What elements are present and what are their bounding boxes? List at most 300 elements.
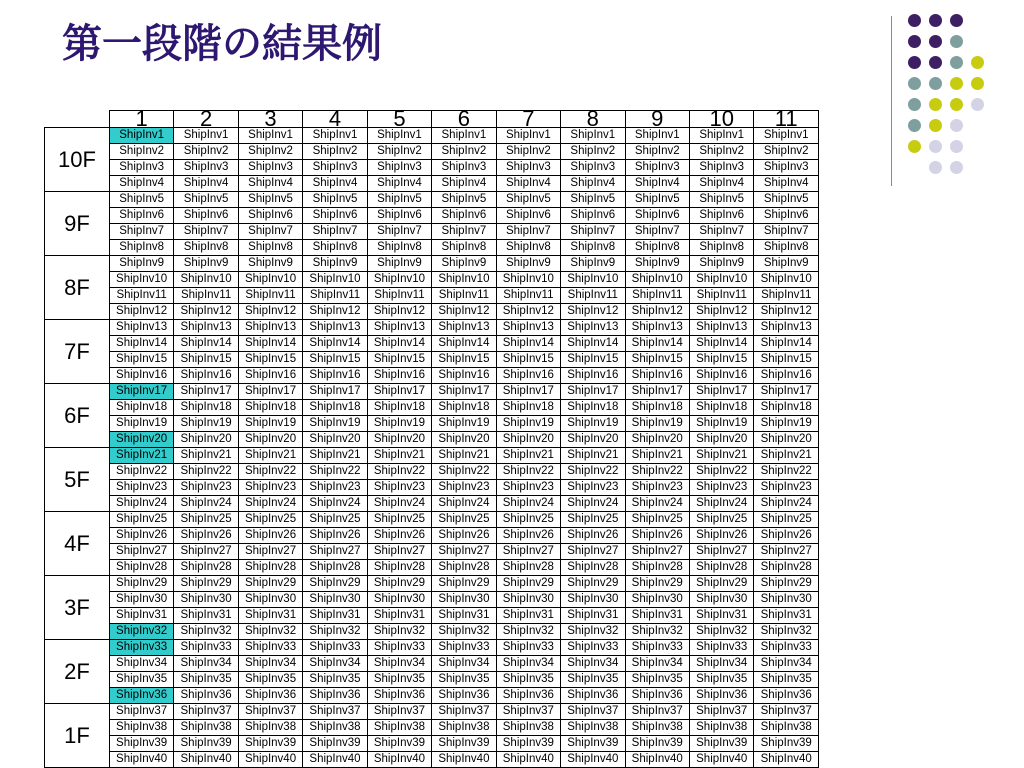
table-cell: ShipInv35: [303, 672, 367, 688]
table-cell: ShipInv29: [625, 576, 689, 592]
table-cell: ShipInv7: [754, 224, 819, 240]
table-cell: ShipInv28: [561, 560, 625, 576]
table-cell: ShipInv25: [109, 512, 173, 528]
table-cell: ShipInv9: [625, 256, 689, 272]
table-cell: ShipInv39: [303, 736, 367, 752]
table-cell: ShipInv21: [561, 448, 625, 464]
table-cell: ShipInv9: [109, 256, 173, 272]
table-cell: ShipInv6: [174, 208, 238, 224]
decorative-dot: [929, 119, 942, 132]
table-cell: ShipInv37: [432, 704, 496, 720]
table-row: [45, 496, 819, 512]
decorative-dot: [929, 56, 942, 69]
table-cell: ShipInv31: [109, 608, 173, 624]
table-cell: ShipInv37: [754, 704, 819, 720]
table-cell: ShipInv3: [303, 160, 367, 176]
table-cell: ShipInv8: [754, 240, 819, 256]
table-cell: ShipInv19: [561, 416, 625, 432]
table-cell: ShipInv26: [238, 528, 302, 544]
table-cell: ShipInv3: [367, 160, 431, 176]
table-cell: ShipInv24: [754, 496, 819, 512]
decorative-dot: [908, 98, 921, 111]
table-cell: ShipInv31: [561, 608, 625, 624]
table-cell: ShipInv16: [303, 368, 367, 384]
table-cell: ShipInv32: [496, 624, 560, 640]
table-cell: ShipInv33: [303, 640, 367, 656]
table-cell: ShipInv14: [174, 336, 238, 352]
table-row: [45, 624, 819, 640]
table-cell: ShipInv36: [625, 688, 689, 704]
table-cell: ShipInv16: [174, 368, 238, 384]
table-cell: ShipInv24: [625, 496, 689, 512]
table-cell: ShipInv21: [367, 448, 431, 464]
table-cell: ShipInv40: [561, 752, 625, 768]
table-cell: ShipInv28: [689, 560, 753, 576]
table-cell: ShipInv36: [689, 688, 753, 704]
table-cell: ShipInv27: [238, 544, 302, 560]
table-cell: ShipInv10: [561, 272, 625, 288]
table-cell: ShipInv40: [754, 752, 819, 768]
table-cell: ShipInv21: [238, 448, 302, 464]
table-row: [45, 320, 819, 336]
table-cell: ShipInv22: [367, 464, 431, 480]
table-cell: ShipInv6: [109, 208, 173, 224]
table-row: [45, 368, 819, 384]
table-cell: ShipInv35: [174, 672, 238, 688]
table-cell: ShipInv18: [174, 400, 238, 416]
table-cell: ShipInv30: [432, 592, 496, 608]
column-header: 7: [496, 111, 560, 128]
table-cell: ShipInv22: [238, 464, 302, 480]
table-cell: ShipInv40: [303, 752, 367, 768]
floor-label: 10F: [45, 128, 110, 192]
table-cell: ShipInv22: [689, 464, 753, 480]
table-cell: ShipInv3: [174, 160, 238, 176]
table-cell: ShipInv8: [303, 240, 367, 256]
table-cell: ShipInv28: [625, 560, 689, 576]
table-cell: ShipInv34: [238, 656, 302, 672]
table-cell: ShipInv18: [432, 400, 496, 416]
table-cell: ShipInv11: [367, 288, 431, 304]
table-cell: ShipInv5: [432, 192, 496, 208]
table-cell: ShipInv34: [496, 656, 560, 672]
decorative-dot: [971, 77, 984, 90]
table-cell: ShipInv24: [689, 496, 753, 512]
table-cell: ShipInv31: [754, 608, 819, 624]
table-cell: ShipInv29: [109, 576, 173, 592]
table-cell: ShipInv24: [367, 496, 431, 512]
table-cell: ShipInv14: [754, 336, 819, 352]
table-cell: ShipInv1: [174, 128, 238, 144]
table-row: [45, 208, 819, 224]
table-row: [45, 704, 819, 720]
table-cell: ShipInv23: [689, 480, 753, 496]
table-cell: ShipInv23: [367, 480, 431, 496]
table-cell: ShipInv14: [367, 336, 431, 352]
table-cell: ShipInv19: [754, 416, 819, 432]
table-cell: ShipInv20: [367, 432, 431, 448]
table-cell: ShipInv10: [109, 272, 173, 288]
table-cell: ShipInv40: [174, 752, 238, 768]
table-cell: ShipInv33: [109, 640, 173, 656]
table-cell: ShipInv36: [174, 688, 238, 704]
table-cell: ShipInv14: [109, 336, 173, 352]
decorative-dot: [950, 140, 963, 153]
table-cell: ShipInv38: [109, 720, 173, 736]
table-cell: ShipInv35: [561, 672, 625, 688]
table-cell: ShipInv9: [367, 256, 431, 272]
table-cell: ShipInv17: [303, 384, 367, 400]
table-cell: ShipInv40: [432, 752, 496, 768]
table-cell: ShipInv37: [496, 704, 560, 720]
table-cell: ShipInv1: [625, 128, 689, 144]
table-cell: ShipInv7: [689, 224, 753, 240]
table-cell: ShipInv2: [174, 144, 238, 160]
table-cell: ShipInv27: [174, 544, 238, 560]
table-row: [45, 672, 819, 688]
table-cell: ShipInv13: [561, 320, 625, 336]
table-cell: ShipInv26: [367, 528, 431, 544]
table-cell: ShipInv39: [754, 736, 819, 752]
table-cell: ShipInv24: [109, 496, 173, 512]
table-cell: ShipInv4: [689, 176, 753, 192]
decorative-dot: [950, 14, 963, 27]
table-cell: ShipInv12: [303, 304, 367, 320]
table-cell: ShipInv18: [238, 400, 302, 416]
table-cell: ShipInv31: [303, 608, 367, 624]
table-cell: ShipInv9: [238, 256, 302, 272]
table-cell: ShipInv29: [754, 576, 819, 592]
table-cell: ShipInv32: [109, 624, 173, 640]
decorative-dot: [929, 98, 942, 111]
table-cell: ShipInv35: [109, 672, 173, 688]
table-cell: ShipInv12: [689, 304, 753, 320]
table-row: [45, 608, 819, 624]
table-cell: ShipInv16: [109, 368, 173, 384]
table-cell: ShipInv11: [303, 288, 367, 304]
table-cell: ShipInv9: [496, 256, 560, 272]
table-cell: ShipInv8: [109, 240, 173, 256]
table-cell: ShipInv35: [625, 672, 689, 688]
table-cell: ShipInv8: [367, 240, 431, 256]
table-cell: ShipInv25: [367, 512, 431, 528]
table-cell: ShipInv4: [238, 176, 302, 192]
table-cell: ShipInv26: [432, 528, 496, 544]
table-cell: ShipInv17: [561, 384, 625, 400]
table-cell: ShipInv22: [561, 464, 625, 480]
result-table: [44, 110, 819, 768]
table-cell: ShipInv39: [561, 736, 625, 752]
decorative-dot: [950, 161, 963, 174]
result-grid-table: [44, 110, 819, 768]
table-row: [45, 160, 819, 176]
table-cell: ShipInv12: [561, 304, 625, 320]
table-cell: ShipInv24: [496, 496, 560, 512]
table-cell: ShipInv13: [689, 320, 753, 336]
table-cell: ShipInv5: [496, 192, 560, 208]
table-cell: ShipInv35: [689, 672, 753, 688]
table-cell: ShipInv30: [367, 592, 431, 608]
table-cell: ShipInv21: [303, 448, 367, 464]
table-cell: ShipInv14: [625, 336, 689, 352]
column-header: 4: [303, 111, 367, 128]
table-row: [45, 640, 819, 656]
table-cell: ShipInv7: [561, 224, 625, 240]
table-cell: ShipInv35: [754, 672, 819, 688]
table-cell: ShipInv4: [625, 176, 689, 192]
table-cell: ShipInv17: [367, 384, 431, 400]
table-cell: ShipInv35: [367, 672, 431, 688]
table-cell: ShipInv9: [754, 256, 819, 272]
table-cell: ShipInv19: [109, 416, 173, 432]
column-header: 11: [754, 111, 819, 128]
table-cell: ShipInv1: [367, 128, 431, 144]
table-cell: ShipInv2: [303, 144, 367, 160]
table-cell: ShipInv29: [496, 576, 560, 592]
table-cell: ShipInv14: [561, 336, 625, 352]
decorative-dot: [908, 14, 921, 27]
table-cell: ShipInv19: [238, 416, 302, 432]
table-cell: ShipInv8: [496, 240, 560, 256]
decorative-dot: [950, 56, 963, 69]
table-row: [45, 192, 819, 208]
table-cell: ShipInv4: [754, 176, 819, 192]
table-cell: ShipInv22: [174, 464, 238, 480]
table-cell: ShipInv37: [625, 704, 689, 720]
table-cell: ShipInv28: [367, 560, 431, 576]
table-cell: ShipInv40: [238, 752, 302, 768]
table-cell: ShipInv16: [367, 368, 431, 384]
decorative-dot: [908, 56, 921, 69]
floor-label: 7F: [45, 320, 110, 384]
table-cell: ShipInv15: [238, 352, 302, 368]
table-cell: ShipInv39: [689, 736, 753, 752]
column-header: 10: [689, 111, 753, 128]
table-cell: ShipInv23: [174, 480, 238, 496]
table-cell: ShipInv6: [238, 208, 302, 224]
table-row: [45, 176, 819, 192]
table-row: [45, 384, 819, 400]
table-cell: ShipInv26: [496, 528, 560, 544]
table-cell: ShipInv36: [238, 688, 302, 704]
table-cell: ShipInv40: [689, 752, 753, 768]
table-cell: ShipInv2: [625, 144, 689, 160]
table-cell: ShipInv18: [496, 400, 560, 416]
table-cell: ShipInv10: [432, 272, 496, 288]
table-cell: ShipInv6: [754, 208, 819, 224]
table-cell: ShipInv31: [432, 608, 496, 624]
table-cell: ShipInv19: [174, 416, 238, 432]
table-cell: ShipInv4: [561, 176, 625, 192]
table-cell: ShipInv9: [561, 256, 625, 272]
table-cell: ShipInv24: [303, 496, 367, 512]
table-cell: ShipInv12: [625, 304, 689, 320]
table-cell: ShipInv27: [496, 544, 560, 560]
table-row: [45, 688, 819, 704]
table-cell: ShipInv7: [109, 224, 173, 240]
table-cell: ShipInv1: [238, 128, 302, 144]
table-cell: ShipInv6: [432, 208, 496, 224]
table-cell: ShipInv38: [689, 720, 753, 736]
table-cell: ShipInv2: [689, 144, 753, 160]
table-cell: ShipInv32: [561, 624, 625, 640]
table-cell: ShipInv26: [109, 528, 173, 544]
table-cell: ShipInv15: [174, 352, 238, 368]
table-cell: ShipInv14: [689, 336, 753, 352]
floor-label: 8F: [45, 256, 110, 320]
table-cell: ShipInv38: [625, 720, 689, 736]
decorative-dot: [929, 14, 942, 27]
table-cell: ShipInv20: [174, 432, 238, 448]
table-cell: ShipInv14: [496, 336, 560, 352]
table-cell: ShipInv34: [432, 656, 496, 672]
table-row: [45, 416, 819, 432]
table-cell: ShipInv18: [109, 400, 173, 416]
floor-label: 9F: [45, 192, 110, 256]
table-cell: ShipInv32: [238, 624, 302, 640]
table-cell: ShipInv40: [496, 752, 560, 768]
table-cell: ShipInv33: [496, 640, 560, 656]
table-row: [45, 272, 819, 288]
table-cell: ShipInv21: [109, 448, 173, 464]
table-cell: ShipInv31: [174, 608, 238, 624]
table-cell: ShipInv29: [367, 576, 431, 592]
table-cell: ShipInv32: [367, 624, 431, 640]
table-cell: ShipInv15: [754, 352, 819, 368]
table-cell: ShipInv19: [303, 416, 367, 432]
table-row: [45, 656, 819, 672]
table-cell: ShipInv30: [174, 592, 238, 608]
table-row: [45, 240, 819, 256]
table-cell: ShipInv23: [625, 480, 689, 496]
table-cell: ShipInv7: [367, 224, 431, 240]
table-cell: ShipInv17: [689, 384, 753, 400]
table-row: [45, 464, 819, 480]
table-row: [45, 288, 819, 304]
table-cell: ShipInv6: [689, 208, 753, 224]
table-cell: ShipInv13: [432, 320, 496, 336]
table-cell: ShipInv29: [689, 576, 753, 592]
table-cell: ShipInv11: [561, 288, 625, 304]
decorative-dot: [950, 77, 963, 90]
table-cell: ShipInv18: [561, 400, 625, 416]
table-cell: ShipInv11: [689, 288, 753, 304]
table-cell: ShipInv13: [367, 320, 431, 336]
table-cell: ShipInv30: [561, 592, 625, 608]
column-header: 1: [109, 111, 173, 128]
table-cell: ShipInv6: [625, 208, 689, 224]
table-cell: ShipInv8: [625, 240, 689, 256]
table-cell: ShipInv40: [625, 752, 689, 768]
table-cell: ShipInv20: [754, 432, 819, 448]
table-cell: ShipInv26: [561, 528, 625, 544]
table-cell: ShipInv32: [303, 624, 367, 640]
decorative-dot: [929, 35, 942, 48]
table-cell: ShipInv36: [754, 688, 819, 704]
table-cell: ShipInv27: [303, 544, 367, 560]
table-cell: ShipInv18: [689, 400, 753, 416]
table-cell: ShipInv7: [238, 224, 302, 240]
table-cell: ShipInv38: [174, 720, 238, 736]
table-cell: ShipInv13: [174, 320, 238, 336]
table-row: [45, 128, 819, 144]
table-cell: ShipInv37: [109, 704, 173, 720]
table-row: [45, 544, 819, 560]
table-cell: ShipInv39: [625, 736, 689, 752]
table-cell: ShipInv7: [174, 224, 238, 240]
column-header: 5: [367, 111, 431, 128]
decorative-dot: [908, 35, 921, 48]
floor-label: 6F: [45, 384, 110, 448]
table-cell: ShipInv2: [754, 144, 819, 160]
table-cell: ShipInv10: [625, 272, 689, 288]
table-cell: ShipInv20: [496, 432, 560, 448]
table-cell: ShipInv1: [496, 128, 560, 144]
table-cell: ShipInv22: [109, 464, 173, 480]
decorative-dot: [908, 77, 921, 90]
table-row: [45, 224, 819, 240]
table-row: [45, 352, 819, 368]
table-cell: ShipInv11: [625, 288, 689, 304]
table-cell: ShipInv31: [689, 608, 753, 624]
table-cell: ShipInv5: [109, 192, 173, 208]
decorative-dot: [929, 77, 942, 90]
table-cell: ShipInv13: [496, 320, 560, 336]
table-row: [45, 528, 819, 544]
table-cell: ShipInv6: [303, 208, 367, 224]
table-row: [45, 304, 819, 320]
table-cell: ShipInv17: [754, 384, 819, 400]
table-cell: ShipInv4: [109, 176, 173, 192]
table-cell: ShipInv22: [303, 464, 367, 480]
table-cell: ShipInv34: [367, 656, 431, 672]
table-cell: ShipInv36: [303, 688, 367, 704]
table-cell: ShipInv28: [303, 560, 367, 576]
table-cell: ShipInv9: [174, 256, 238, 272]
table-cell: ShipInv17: [625, 384, 689, 400]
table-cell: ShipInv8: [432, 240, 496, 256]
table-cell: ShipInv40: [367, 752, 431, 768]
table-cell: ShipInv12: [496, 304, 560, 320]
table-cell: ShipInv30: [109, 592, 173, 608]
table-cell: ShipInv31: [238, 608, 302, 624]
table-cell: ShipInv4: [367, 176, 431, 192]
table-cell: ShipInv20: [432, 432, 496, 448]
table-cell: ShipInv37: [303, 704, 367, 720]
table-cell: ShipInv17: [174, 384, 238, 400]
table-cell: ShipInv25: [303, 512, 367, 528]
table-row: [45, 736, 819, 752]
table-cell: ShipInv14: [303, 336, 367, 352]
table-cell: ShipInv12: [754, 304, 819, 320]
table-cell: ShipInv37: [238, 704, 302, 720]
table-cell: ShipInv33: [367, 640, 431, 656]
table-cell: ShipInv29: [303, 576, 367, 592]
table-cell: ShipInv14: [238, 336, 302, 352]
table-cell: ShipInv33: [174, 640, 238, 656]
table-cell: ShipInv3: [561, 160, 625, 176]
table-cell: ShipInv4: [174, 176, 238, 192]
table-cell: ShipInv5: [238, 192, 302, 208]
decorative-dot: [971, 56, 984, 69]
table-cell: ShipInv10: [754, 272, 819, 288]
table-cell: ShipInv33: [238, 640, 302, 656]
table-cell: ShipInv16: [432, 368, 496, 384]
table-cell: ShipInv24: [432, 496, 496, 512]
table-cell: ShipInv30: [496, 592, 560, 608]
table-cell: ShipInv3: [754, 160, 819, 176]
table-cell: ShipInv8: [561, 240, 625, 256]
